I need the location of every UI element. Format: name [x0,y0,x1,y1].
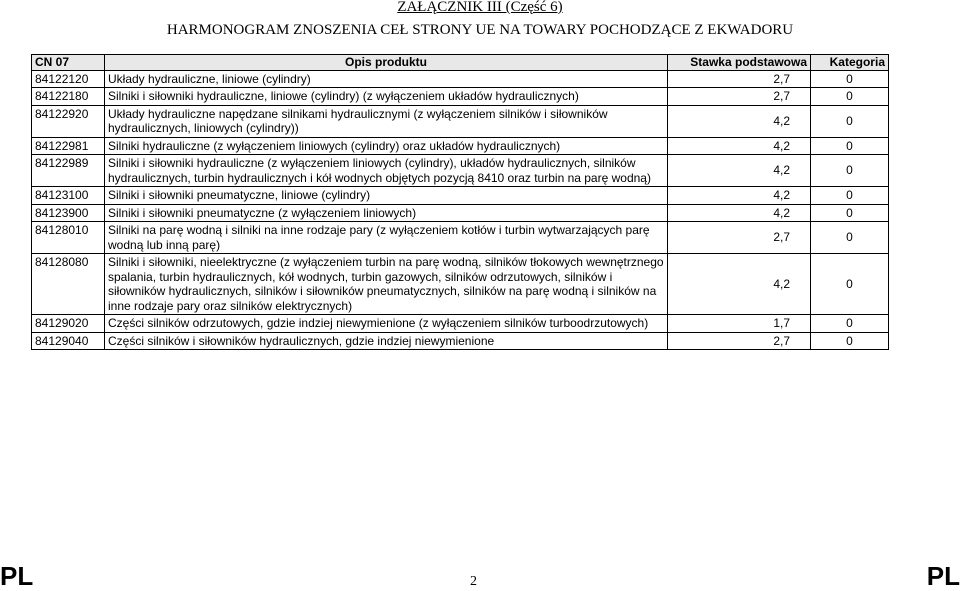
category: 0 [811,105,889,137]
category: 0 [811,187,889,205]
table-row [32,70,889,88]
category: 0 [811,155,889,187]
product-description: Silniki i siłowniki pneumatyczne (z wyłączeniem liniowych) [105,204,668,222]
cn-code: 84122989 [32,155,105,187]
base-rate: 4,2 [668,137,811,155]
tariff-schedule-table [31,54,889,350]
base-rate: 2,7 [668,88,811,106]
footer-language-label-left: PL [0,561,34,591]
schedule-title: HARMONOGRAM ZNOSZENIA CEŁ STRONY UE NA TOWARY POCHODZĄCE Z EKWADORU [166,22,794,38]
product-description: Silniki na parę wodną i silniki na inne rodzaje pary (z wyłączeniem kotłów i turbin wytwarzających parę wodną lub inną parę) [105,222,668,254]
cn-code: 84122981 [32,137,105,155]
header-cn: CN 07 [32,55,105,71]
category: 0 [811,254,889,315]
product-description: Silniki i siłowniki pneumatyczne, liniowe (cylindry) [105,187,668,205]
table-row [32,187,889,205]
base-rate: 4,2 [668,254,811,315]
footer-language-label-right: PL [926,561,960,591]
base-rate: 2,7 [668,70,811,88]
base-rate: 4,2 [668,204,811,222]
header-description: Opis produktu [105,55,668,71]
cn-code: 84129040 [32,332,105,350]
table-row [32,137,889,155]
category: 0 [811,315,889,333]
category: 0 [811,88,889,106]
base-rate: 4,2 [668,155,811,187]
base-rate: 2,7 [668,222,811,254]
table-row [32,88,889,106]
header-base-rate: Stawka podstawowa [668,55,811,71]
cn-code: 84122920 [32,105,105,137]
category: 0 [811,70,889,88]
product-description: Silniki hydrauliczne (z wyłączeniem liniowych (cylindry) oraz układów hydraulicznych) [105,137,668,155]
category: 0 [811,137,889,155]
cn-code: 84123100 [32,187,105,205]
table-row [32,332,889,350]
product-description: Silniki i siłowniki hydrauliczne, liniowe (cylindry) (z wyłączeniem układów hydraulicznych) [105,88,668,106]
product-description: Silniki i siłowniki, nieelektryczne (z wyłączeniem turbin na parę wodną, silników tłokowych wewnętrznego spalania, turbin hydraulicznych, kół wodnych, turbin gazowych, silników odrzutowych, silników i siłowników hydraulicznych, silników i siłowników pneumatycznych, silników na parę wodną i silników na inne rodzaje pary oraz silników elektrycznych) [105,254,668,315]
page-number: 2 [470,574,477,589]
annex-title: ZAŁĄCZNIK III (Część 6) [397,0,563,15]
base-rate: 4,2 [668,105,811,137]
category: 0 [811,332,889,350]
product-description: Części silników i siłowników hydraulicznych, gdzie indziej niewymienione [105,332,668,350]
table-row [32,315,889,333]
table-row [32,204,889,222]
cn-code: 84122180 [32,88,105,106]
cn-code: 84123900 [32,204,105,222]
cn-code: 84122120 [32,70,105,88]
product-description: Silniki i siłowniki hydrauliczne (z wyłączeniem liniowych (cylindry), układów hydraulicznych, silników hydraulicznych, turbin hydraulicznych i kół wodnych objętych pozycją 8410 oraz turbin na parę wodną) [105,155,668,187]
product-description: Części silników odrzutowych, gdzie indziej niewymienione (z wyłączeniem silników turboodrzutowych) [105,315,668,333]
table-row [32,254,889,315]
cn-code: 84129020 [32,315,105,333]
table-header-row [32,55,889,71]
base-rate: 2,7 [668,332,811,350]
category: 0 [811,222,889,254]
header-category: Kategoria [811,55,889,71]
base-rate: 1,7 [668,315,811,333]
cn-code: 84128010 [32,222,105,254]
cn-code: 84128080 [32,254,105,315]
category: 0 [811,204,889,222]
base-rate: 4,2 [668,187,811,205]
table-row [32,155,889,187]
table-row [32,222,889,254]
table-row [32,105,889,137]
product-description: Układy hydrauliczne napędzane silnikami hydraulicznymi (z wyłączeniem silników i siłowników hydraulicznych, liniowych (cylindry)) [105,105,668,137]
product-description: Układy hydrauliczne, liniowe (cylindry) [105,70,668,88]
